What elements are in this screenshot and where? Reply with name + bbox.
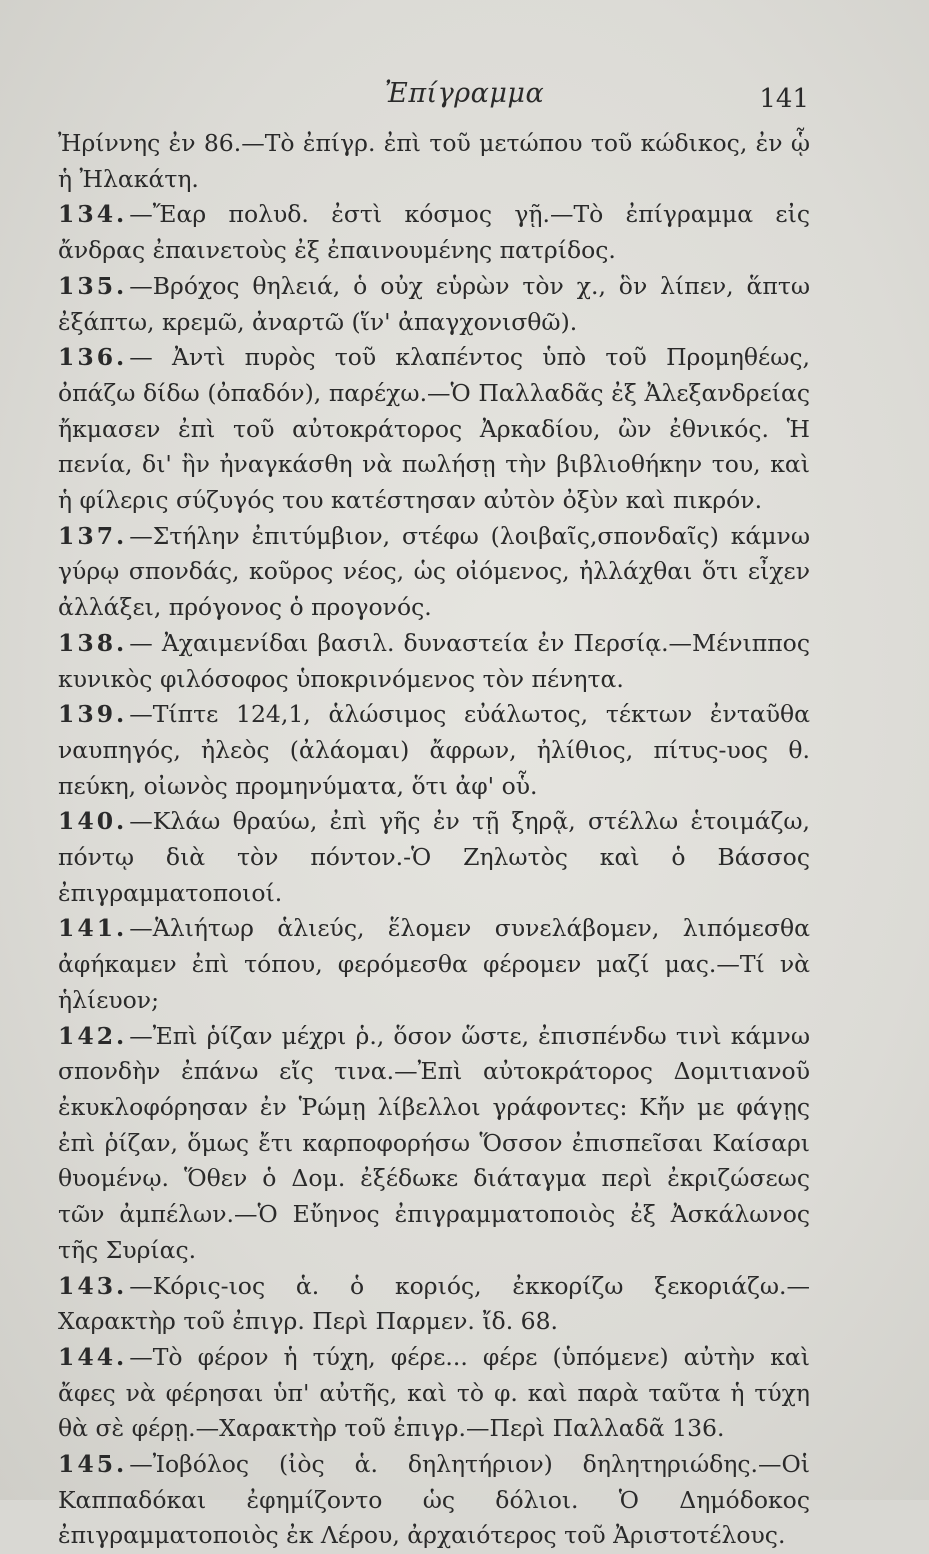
entry-number: 144. xyxy=(58,1342,128,1371)
entry-text: Ἠρίννης ἐν 86.—Τὸ ἐπίγρ. ἐπὶ τοῦ μετώπου τοῦ κώδικος, ἐν ᾧ ἡ Ἠλακάτη. xyxy=(58,129,810,193)
entry-141 xyxy=(58,911,810,1018)
entry-142 xyxy=(58,1019,810,1269)
entry-text: —Ἔαρ πολυδ. ἐστὶ κόσμος γῇ.—Τὸ ἐπίγραμμα εἰς ἄνδρας ἐπαινετοὺς ἐξ ἐπαινουμένης πατρίδος. xyxy=(58,200,810,265)
entry-138 xyxy=(58,626,810,697)
entry-continuation xyxy=(58,126,810,197)
entry-number: 142. xyxy=(58,1021,128,1050)
entry-number: 134. xyxy=(58,200,128,229)
entry-text: —Ἐπὶ ῥίζαν μέχρι ῥ., ὅσον ὥστε, ἐπισπένδω τινὶ κάμνω σπονδὴν ἐπάνω εἴς τινα.—Ἐπὶ αὐτοκράτορος Δομιτιανοῦ ἐκυκλοφόρησαν ἐν Ῥώμῃ λίβελλοι γράφοντες: Κἤν με φάγῃς ἐπὶ ῥίζαν, ὅμως ἔτι καρποφορήσω Ὅσσον ἐπισπεῖσαι Καίσαρι θυομένῳ. Ὅθεν ὁ Δομ. ἐξέδωκε διάταγμα περὶ ἐκριζώσεως τῶν ἀμπέλων.—Ὁ Εὔηνος ἐπιγραμματοποιὸς ἐξ Ἀσκάλωνος τῆς Συρίας. xyxy=(58,1021,810,1264)
entry-145 xyxy=(58,1447,810,1554)
entry-text: —Τίπτε 124,1, ἁλώσιμος εὐάλωτος, τέκτων ἐνταῦθα ναυπηγός, ἠλεὸς (ἀλάομαι) ἄφρων, ἠλίθιος, πίτυς-υος θ. πεύκη, οἰωνὸς προμηνύματα, ὅτι ἀφ' οὗ. xyxy=(58,700,810,800)
entry-number: 145. xyxy=(58,1450,128,1479)
entry-number: 135. xyxy=(58,271,128,300)
page-header xyxy=(0,78,929,118)
running-title: Ἐπίγραμμα xyxy=(384,78,545,109)
entry-number: 143. xyxy=(58,1271,128,1300)
page-number: 141 xyxy=(759,84,809,114)
entry-number: 141. xyxy=(58,914,128,943)
entry-number: 139. xyxy=(58,700,128,729)
entry-137 xyxy=(58,519,810,626)
entry-134 xyxy=(58,197,810,268)
entry-text: —Βρόχος θηλειά, ὁ οὐχ εὑρὼν τὸν χ., ὃν λίπεν, ἅπτω ἐξάπτω, κρεμῶ, ἀναρτῶ (ἵν' ἀπαγχονισθῶ). xyxy=(58,271,810,336)
entry-text: —Κλάω θραύω, ἐπὶ γῆς ἐν τῇ ξηρᾷ, στέλλω ἑτοιμάζω, πόντῳ διὰ τὸν πόντον.-Ὁ Ζηλωτὸς καὶ ὁ Βάσσος ἐπιγραμματοποιοί. xyxy=(58,807,810,907)
entry-number: 137. xyxy=(58,521,128,550)
entry-text: — Ἀχαιμενίδαι βασιλ. δυναστεία ἐν Περσίᾳ.—Μένιππος κυνικὸς φιλόσοφος ὑποκρινόμενος τὸν πένητα. xyxy=(58,628,810,693)
page-body xyxy=(58,126,810,1554)
entry-text: —Στήλην ἐπιτύμβιον, στέφω (λοιβαῖς,σπονδαῖς) κάμνω γύρῳ σπονδάς, κοῦρος νέος, ὡς οἰόμενος, ἠλλάχθαι ὅτι εἶχεν ἀλλάξει, πρόγονος ὁ προγονός. xyxy=(58,521,810,622)
entry-143 xyxy=(58,1269,810,1340)
entry-144 xyxy=(58,1340,810,1447)
entry-140 xyxy=(58,804,810,911)
entry-136 xyxy=(58,340,810,519)
entry-text: —Ἰοβόλος (ἰὸς ἁ. δηλητήριον) δηλητηριώδης.—Οἱ Καππαδόκαι ἐφημίζοντο ὡς δόλιοι. Ὁ Δημόδοκος ἐπιγραμματοποιὸς ἐκ Λέρου, ἀρχαιότερος τοῦ Ἀριστοτέλους. xyxy=(58,1450,810,1550)
entry-139 xyxy=(58,697,810,804)
entry-135 xyxy=(58,269,810,340)
entry-text: —Κόρις-ιος ἁ. ὁ κοριός, ἐκκορίζω ξεκοριάζω.—Χαρακτὴρ τοῦ ἐπιγρ. Περὶ Παρμεν. ἴδ. 68. xyxy=(58,1271,810,1336)
entry-text: — Ἀντὶ πυρὸς τοῦ κλαπέντος ὑπὸ τοῦ Προμηθέως, ὀπάζω δίδω (ὀπαδόν), παρέχω.—Ὁ Παλλαδᾶς ἐξ Ἀλεξανδρείας ἤκμασεν ἐπὶ τοῦ αὐτοκράτορος Ἀρκαδίου, ὢν ἐθνικός. Ἡ πενία, δι' ἣν ἠναγκάσθη νὰ πωλήσῃ τὴν βιβλιοθήκην του, καὶ ἡ φίλερις σύζυγός του κατέστησαν αὐτὸν ὀξὺν καὶ πικρόν. xyxy=(58,343,810,515)
entry-text: —Ἁλιήτωρ ἁλιεύς, ἕλομεν συνελάβομεν, λιπόμεσθα ἀφήκαμεν ἐπὶ τόπου, φερόμεσθα φέρομεν μαζί μας.—Τί νὰ ἡλίευον; xyxy=(58,914,810,1014)
entry-number: 140. xyxy=(58,807,128,836)
entry-number: 138. xyxy=(58,628,128,657)
entry-text: —Τὸ φέρον ἡ τύχη, φέρε... φέρε (ὑπόμενε) αὐτὴν καὶ ἄφες νὰ φέρησαι ὑπ' αὐτῆς, καὶ τὸ φ. καὶ παρὰ ταῦτα ἡ τύχη θὰ σὲ φέρῃ.—Χαρακτὴρ τοῦ ἐπιγρ.—Περὶ Παλλαδᾶ 136. xyxy=(58,1342,810,1443)
entry-number: 136. xyxy=(58,343,128,372)
